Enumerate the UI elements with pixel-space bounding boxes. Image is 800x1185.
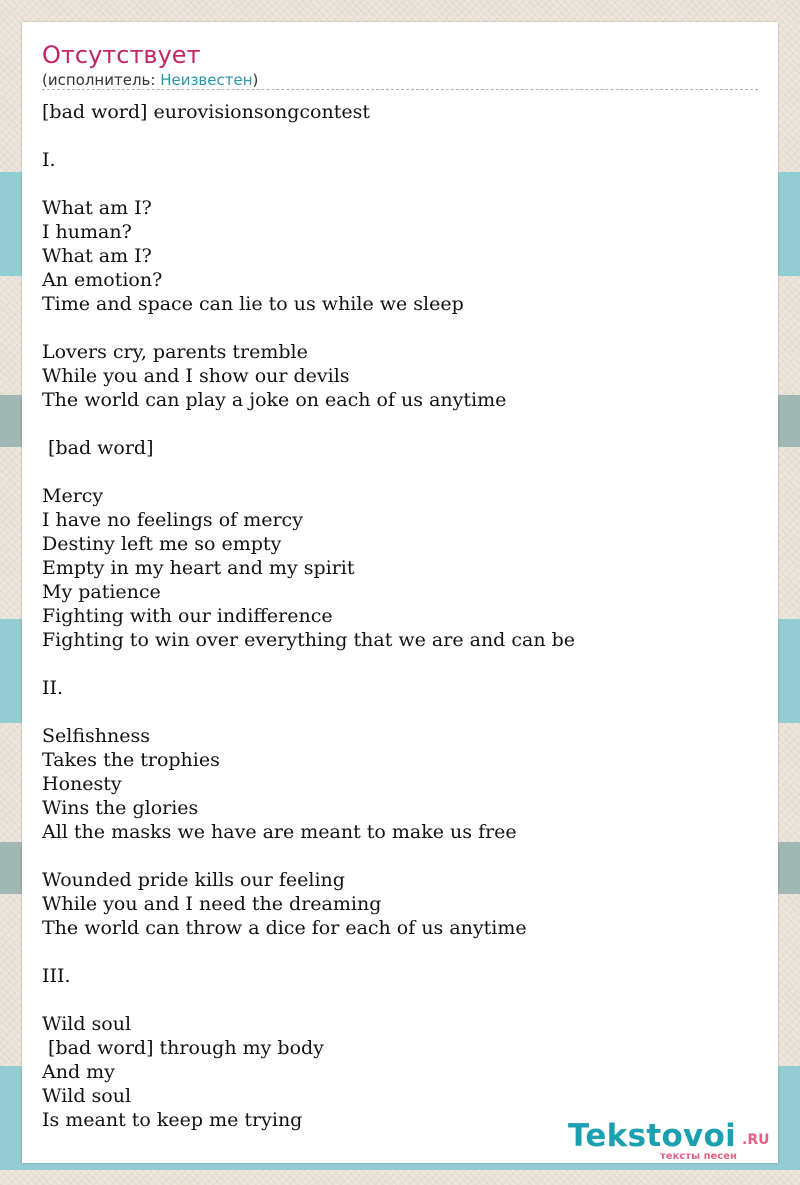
logo-tagline: тексты песен — [660, 1151, 737, 1162]
lyric-line: Lovers cry, parents tremble — [42, 341, 308, 363]
lyric-line: What am I? — [42, 245, 152, 267]
lyric-line: Honesty — [42, 773, 122, 795]
lyric-line: My patience — [42, 581, 161, 603]
lyric-blank-line — [42, 940, 758, 964]
lyric-line: Empty in my heart and my spirit — [42, 557, 355, 579]
lyric-blank-line — [42, 700, 758, 724]
lyric-blank-line — [42, 412, 758, 436]
lyric-line: Wild soul — [42, 1085, 132, 1107]
site-logo[interactable] — [568, 1118, 778, 1164]
artist-line — [42, 70, 258, 90]
artist-suffix: ) — [252, 71, 259, 89]
lyric-line: I. — [42, 149, 56, 171]
lyric-line: Wounded pride kills our feeling — [42, 869, 345, 891]
lyric-line: What am I? — [42, 197, 152, 219]
lyric-blank-line — [42, 844, 758, 868]
logo-name: Tekstovoi — [568, 1118, 737, 1154]
lyric-line: Wins the glories — [42, 797, 199, 819]
lyric-line: The world can throw a dice for each of us anytime — [42, 917, 527, 939]
lyric-line: II. — [42, 677, 64, 699]
lyrics-text — [42, 100, 758, 1132]
lyric-line: While you and I show our devils — [42, 365, 350, 387]
lyric-blank-line — [42, 172, 758, 196]
lyrics-card — [22, 22, 778, 1163]
song-title: Отсутствует — [42, 41, 201, 69]
lyric-line: [bad word] eurovisionsongcontest — [42, 101, 370, 123]
lyric-line: All the masks we have are meant to make us free — [42, 821, 517, 843]
lyric-line: I have no feelings of mercy — [42, 509, 303, 531]
lyric-line: While you and I need the dreaming — [42, 893, 382, 915]
lyric-blank-line — [42, 652, 758, 676]
lyric-blank-line — [42, 124, 758, 148]
lyric-line: Fighting to win over everything that we are and can be — [42, 629, 576, 651]
lyric-line: An emotion? — [42, 269, 163, 291]
lyric-line: And my — [42, 1061, 115, 1083]
lyric-line: Mercy — [42, 485, 104, 507]
lyric-line: Destiny left me so empty — [42, 533, 282, 555]
lyric-blank-line — [42, 460, 758, 484]
lyric-line: Wild soul — [42, 1013, 132, 1035]
lyric-line: Fighting with our indifference — [42, 605, 333, 627]
lyric-line: [bad word] through my body — [42, 1037, 324, 1059]
lyric-line: I human? — [42, 221, 132, 243]
lyric-blank-line — [42, 316, 758, 340]
lyric-line: Time and space can lie to us while we sleep — [42, 293, 464, 315]
lyric-line: The world can play a joke on each of us anytime — [42, 389, 507, 411]
lyric-line: Takes the trophies — [42, 749, 220, 771]
lyric-line: Selfishness — [42, 725, 150, 747]
lyric-line: [bad word] — [42, 437, 154, 459]
lyric-blank-line — [42, 988, 758, 1012]
artist-link[interactable]: Неизвестен — [160, 71, 253, 89]
logo-tld: .RU — [742, 1132, 770, 1148]
artist-prefix: (исполнитель: — [42, 71, 161, 89]
lyric-line: III. — [42, 965, 71, 987]
lyric-line: Is meant to keep me trying — [42, 1109, 303, 1131]
header-divider — [42, 89, 758, 90]
